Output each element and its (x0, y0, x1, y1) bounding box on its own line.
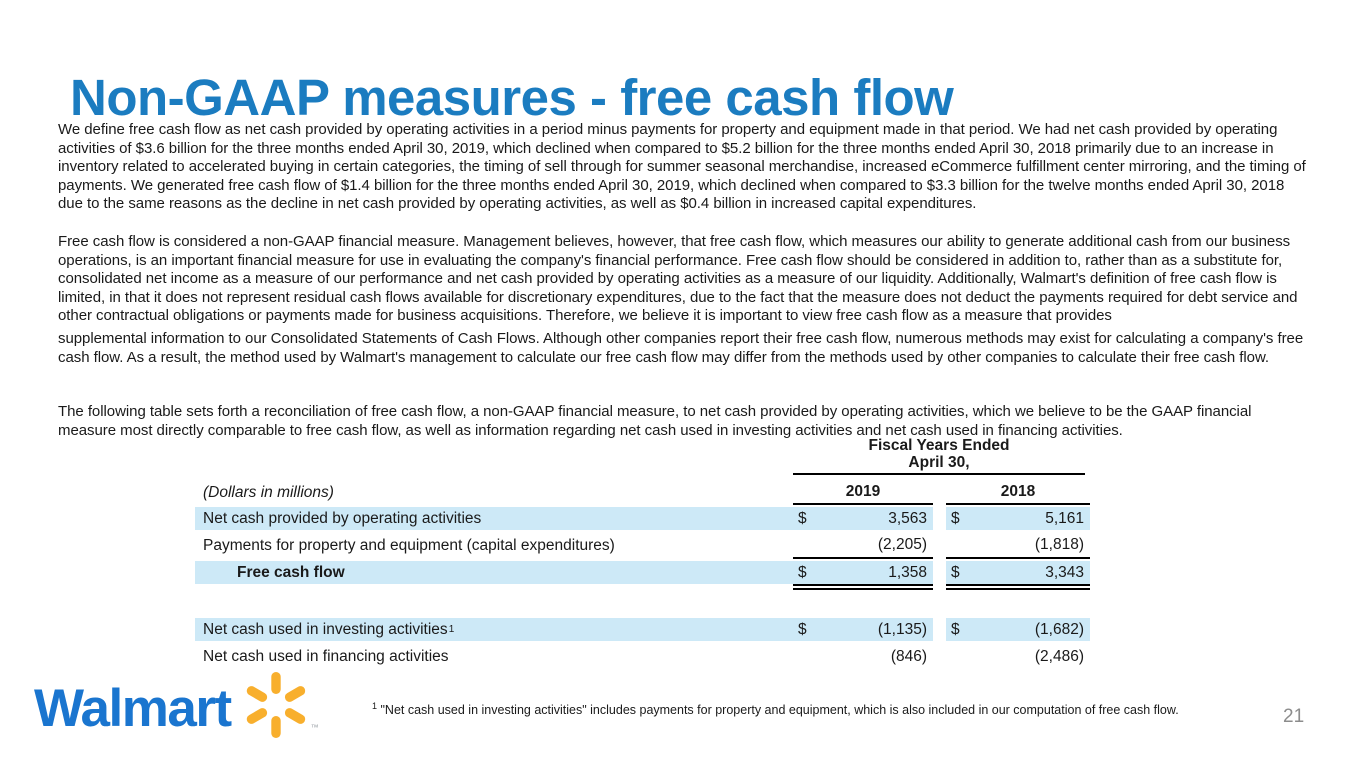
row-label: Net cash used in investing activities 1 (195, 616, 793, 643)
row-label-text: Net cash used in investing activities (203, 620, 448, 638)
row-label (195, 643, 793, 670)
walmart-spark-icon (239, 668, 313, 742)
column-gap (933, 559, 946, 586)
footnote (372, 699, 1252, 718)
year-header-2019: 2019 (793, 483, 933, 505)
value-2019: 1,358 (888, 563, 927, 581)
table-row-operating-activities (195, 505, 1090, 532)
row-label (195, 505, 793, 532)
value-cell-2019 (793, 559, 933, 586)
dollar-sign: $ (951, 509, 960, 527)
table-section-spacer (195, 586, 1090, 616)
row-label (195, 532, 793, 559)
fiscal-years-header-line2: April 30, (908, 454, 970, 471)
table-row-investing-activities (195, 616, 1090, 643)
walmart-logo (34, 674, 319, 742)
units-caption: (Dollars in millions) (203, 484, 334, 501)
value-cell-2019 (793, 643, 933, 670)
row-label-text: Payments for property and equipment (capital expenditures) (203, 536, 615, 554)
trademark-symbol: ™ (310, 723, 319, 732)
value-2018: 3,343 (1045, 563, 1084, 581)
value-2019: (1,135) (877, 620, 927, 638)
page-number: 21 (1283, 706, 1305, 727)
value-2019: (846) (890, 647, 927, 665)
fiscal-years-header-line1: Fiscal Years Ended (868, 437, 1010, 454)
column-gap (933, 532, 946, 559)
row-label-text: Free cash flow (237, 563, 345, 581)
page-title: Non-GAAP measures - free cash flow (70, 69, 954, 127)
column-gap (933, 643, 946, 670)
table-row-free-cash-flow (195, 559, 1090, 586)
paragraph-non-gaap-explanation-continued: supplemental information to our Consolidated Statements of Cash Flows. Although other companies report their free cash flow, numerous methods may exist for calculating a company's free cash flow. As a result, the method used by Walmart's management to calculate our free cash flow may differ from the methods used by other companies to calculate their free cash flow. (58, 330, 1304, 366)
value-cell-2019 (793, 616, 933, 643)
dollar-sign: $ (951, 563, 960, 581)
value-2018: (1,682) (1034, 620, 1084, 638)
dollar-sign: $ (951, 620, 960, 638)
value-2018: 5,161 (1045, 509, 1084, 527)
dollar-sign: $ (798, 620, 807, 638)
paragraph-non-gaap-explanation: Free cash flow is considered a non-GAAP financial measure. Management believes, however, that free cash flow, which measures our ability to generate additional cash from our business operations, is an important financial measure for use in evaluating the company's financial performance. Free cash flow should be considered in addition to, rather than as a substitute for, consolidated net income as a measure of our performance and net cash provided by operating activities as a measure of our liquidity. Additionally, Walmart's definition of free cash flow is limited, in that it does not represent residual cash flows available for discretionary expenditures, due to the fact that the measure does not deduct the payments required for debt service and other contractual obligations or payments made for business acquisitions. Therefore, we believe it is important to view free cash flow as a measure that provides (58, 233, 1298, 325)
value-2018: (1,818) (1034, 535, 1084, 553)
row-label-text: Net cash used in financing activities (203, 647, 449, 665)
dollar-sign: $ (798, 509, 807, 527)
value-cell-2019 (793, 532, 933, 559)
footnote-marker: 1 (372, 700, 378, 711)
column-gap (933, 505, 946, 532)
value-cell-2018 (946, 505, 1090, 532)
value-cell-2018 (946, 643, 1090, 670)
paragraph-definition: We define free cash flow as net cash provided by operating activities in a period minus payments for property and equipment made in that period. We had net cash provided by operating activities of $3.6 billion for the three months ended April 30, 2019, which declined when compared to $5.2 billion for the three months ended April 30, 2018 primarily due to an increase in inventory related to accelerated buying in certain categories, the timing of sell through for summer seasonal merchandise, increased eCommerce fulfillment center mirroring, and the timing of payments. We generated free cash flow of $1.4 billion for the three months ended April 30, 2019, which declined when compared to $3.3 billion for the twelve months ended April 30, 2018 due to the same reasons as the decline in net cash provided by operating activities, as well as $0.4 billion in increased capital expenditures. (58, 121, 1306, 213)
dollar-sign: $ (798, 563, 807, 581)
reconciliation-table (195, 437, 1090, 670)
column-gap (933, 616, 946, 643)
year-header-2018: 2018 (946, 483, 1090, 505)
value-cell-2018 (946, 616, 1090, 643)
footnote-text: "Net cash used in investing activities" includes payments for property and equipment, which is also included in our computation of free cash flow. (377, 702, 1179, 717)
table-row-capital-expenditures (195, 532, 1090, 559)
row-label (195, 559, 793, 586)
table-column-headers (195, 475, 1090, 505)
value-2019: (2,205) (877, 535, 927, 553)
row-label-text: Net cash provided by operating activities (203, 509, 482, 527)
value-2018: (2,486) (1034, 647, 1084, 665)
walmart-wordmark: Walmart (34, 678, 231, 738)
paragraph-table-intro: The following table sets forth a reconciliation of free cash flow, a non-GAAP financial measure, to net cash provided by operating activities, which we believe to be the GAAP financial measure most directly comparable to free cash flow, as well as information regarding net cash used in investing activities and net cash used in financing activities. (58, 403, 1252, 439)
fiscal-years-header (793, 437, 1085, 475)
value-2019: 3,563 (888, 509, 927, 527)
value-cell-2018 (946, 532, 1090, 559)
table-row-financing-activities (195, 643, 1090, 670)
value-cell-2019 (793, 505, 933, 532)
value-cell-2018 (946, 559, 1090, 586)
